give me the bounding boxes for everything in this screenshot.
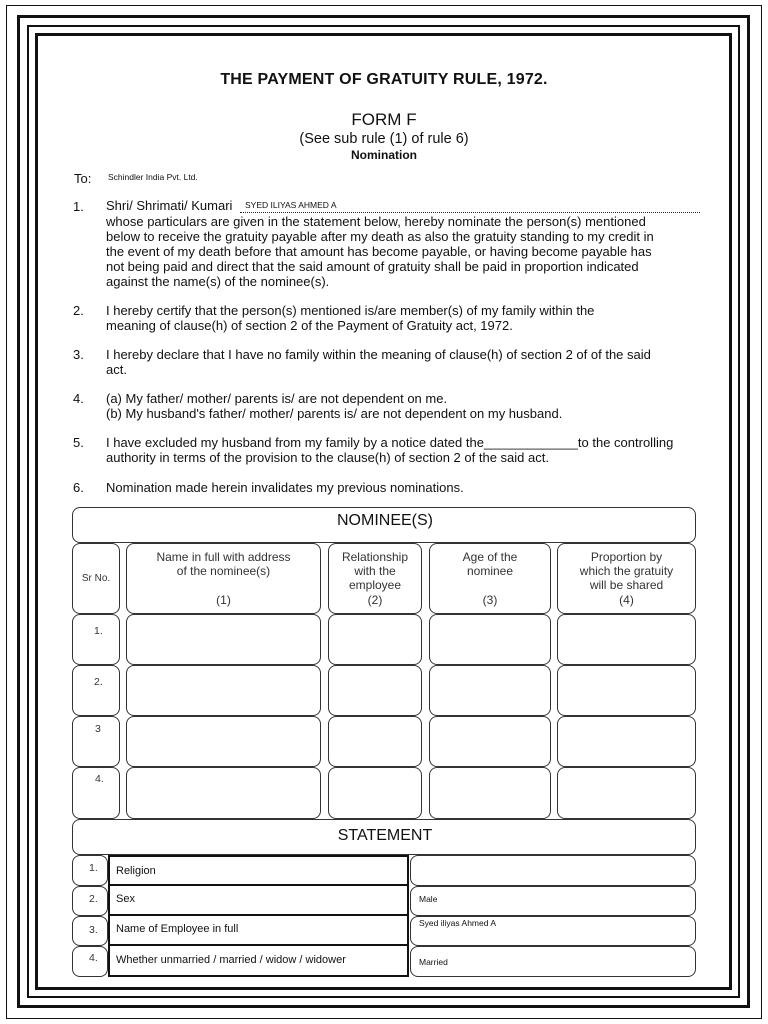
statement-label: Whether unmarried / married / widow / widower <box>116 954 346 966</box>
col-header-label: Proportion by which the gratuity will be shared <box>579 550 674 592</box>
paragraph-line: meaning of clause(h) of section 2 of the Payment of Gratuity act, 1972. <box>106 318 513 333</box>
statement-label-cell <box>108 916 409 946</box>
sr-no-header: Sr No. <box>81 573 111 584</box>
paragraph-6-body <box>106 480 700 495</box>
form-name: FORM F <box>351 110 417 129</box>
nominee-table-title-box <box>72 507 696 543</box>
paragraph-line: not being paid and direct that the said amount of gratuity shall be paid in proportion indicated <box>106 259 639 274</box>
employee-name-field[interactable]: SYED ILIYAS AHMED A <box>240 200 700 213</box>
nominee-name-cell[interactable] <box>126 716 321 767</box>
nominee-proportion-cell[interactable] <box>557 614 696 665</box>
col-header-label: Name in full with address of the nominee(s) <box>156 550 291 578</box>
nominee-age-cell[interactable] <box>429 665 551 716</box>
col-header-age <box>429 543 551 614</box>
paragraph-number: 1. <box>73 199 84 214</box>
statement-title: STATEMENT <box>337 827 433 844</box>
paragraph-line: authority in terms of the provision to the clause(h) of section 2 of the said act. <box>106 450 549 465</box>
paragraph-1-body <box>106 214 700 289</box>
col-header-proportion <box>557 543 696 614</box>
paragraph-number: 2. <box>73 303 84 318</box>
statement-number: 2. <box>89 893 98 905</box>
statement-num-cell <box>72 855 108 886</box>
statement-num-cell <box>72 916 108 946</box>
statement-value-cell[interactable] <box>410 886 696 916</box>
nominee-age-cell[interactable] <box>429 716 551 767</box>
paragraph-number: 4. <box>73 391 84 406</box>
statement-label-cell <box>108 946 409 977</box>
statement-num-cell <box>72 946 108 977</box>
statement-label: Name of Employee in full <box>116 923 239 935</box>
paragraph-line: (a) My father/ mother/ parents is/ are not dependent on me. <box>106 391 448 406</box>
statement-label: Sex <box>116 893 135 905</box>
nominee-name-cell[interactable] <box>126 767 321 819</box>
paragraph-2-body <box>106 303 700 333</box>
paragraph-line: against the name(s) of the nominee(s). <box>106 274 330 289</box>
paragraph-line: below to receive the gratuity payable after my death as also the gratuity standing to my credit in <box>106 229 654 244</box>
nominee-relationship-cell[interactable] <box>328 716 422 767</box>
nominee-age-cell[interactable] <box>429 614 551 665</box>
nominee-table-title: NOMINEE(S) <box>337 512 433 529</box>
col-header-name <box>126 543 321 614</box>
form-subtitle: Nomination <box>351 148 417 162</box>
paragraph-number: 5. <box>73 435 84 450</box>
sr-cell <box>72 716 120 767</box>
nominee-relationship-cell[interactable] <box>328 665 422 716</box>
row-number: 1. <box>94 625 103 637</box>
nominee-age-cell[interactable] <box>429 767 551 819</box>
page-title: THE PAYMENT OF GRATUITY RULE, 1972. <box>220 71 548 88</box>
row-number: 3 <box>95 723 101 735</box>
statement-number: 4. <box>89 952 98 964</box>
paragraph-line: the event of my death before that amount has become payable, or having become payable has <box>106 244 652 259</box>
nominee-name-cell[interactable] <box>126 614 321 665</box>
paragraph-line: (b) My husband's father/ mother/ parents is/ are not dependent on my husband. <box>106 406 563 421</box>
col-header-number: (2) <box>367 593 383 607</box>
statement-title-box <box>72 819 696 855</box>
statement-num-cell <box>72 886 108 916</box>
row-number: 2. <box>94 676 103 688</box>
statement-number: 3. <box>89 924 98 936</box>
paragraph-line: act. <box>106 362 127 377</box>
col-header-number: (4) <box>619 593 634 607</box>
col-header-label: Age of the nominee <box>462 550 518 578</box>
col-header-relationship <box>328 543 422 614</box>
statement-label-cell <box>108 855 409 886</box>
sr-cell <box>72 614 120 665</box>
nominee-relationship-cell[interactable] <box>328 614 422 665</box>
paragraph-4-body <box>106 391 700 421</box>
nominee-proportion-cell[interactable] <box>557 767 696 819</box>
statement-label-cell <box>108 886 409 916</box>
paragraph-line: I hereby declare that I have no family within the meaning of clause(h) of section 2 of of the said <box>106 347 651 362</box>
sr-no-header-cell <box>72 543 120 614</box>
statement-label: Religion <box>116 865 156 877</box>
name-prefix: Shri/ Shrimati/ Kumari <box>106 198 233 213</box>
statement-value: Syed iliyas Ahmed A <box>419 918 497 928</box>
nominee-proportion-cell[interactable] <box>557 716 696 767</box>
statement-value-cell[interactable] <box>410 916 696 946</box>
statement-value: Male <box>419 894 438 904</box>
paragraph-line: I have excluded my husband from my family by a notice dated the_____________to the controlling <box>106 435 674 450</box>
col-header-number: (3) <box>482 593 498 607</box>
to-value: Schindler India Pvt. Ltd. <box>108 172 198 182</box>
nominee-proportion-cell[interactable] <box>557 665 696 716</box>
paragraph-line: Nomination made herein invalidates my previous nominations. <box>106 480 464 495</box>
statement-value-cell[interactable] <box>410 946 696 977</box>
nominee-name-cell[interactable] <box>126 665 321 716</box>
col-header-label: Relationship with the employee <box>341 550 409 592</box>
paragraph-number: 6. <box>73 480 84 495</box>
sr-cell <box>72 665 120 716</box>
paragraph-line: I hereby certify that the person(s) mentioned is/are member(s) of my family within the <box>106 303 595 318</box>
row-number: 4. <box>95 773 104 785</box>
statement-value-cell[interactable] <box>410 855 696 886</box>
paragraph-3-body <box>106 347 700 377</box>
paragraph-5-body <box>106 435 700 465</box>
to-label: To: <box>74 171 92 186</box>
nominee-relationship-cell[interactable] <box>328 767 422 819</box>
sr-cell <box>72 767 120 819</box>
paragraph-number: 3. <box>73 347 84 362</box>
col-header-number: (1) <box>216 593 231 607</box>
paragraph-line: whose particulars are given in the statement below, hereby nominate the person(s) mentioned <box>106 214 646 229</box>
statement-number: 1. <box>89 862 98 874</box>
statement-value: Married <box>419 957 448 967</box>
sub-rule-note: (See sub rule (1) of rule 6) <box>299 131 469 147</box>
